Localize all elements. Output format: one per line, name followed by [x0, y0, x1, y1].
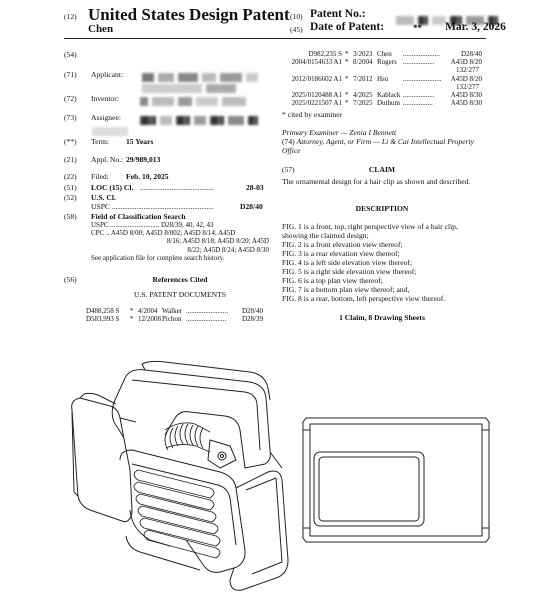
- reference-row: [282, 58, 482, 66]
- ref-date: 8/2004: [353, 58, 373, 67]
- ref-date: 4/2025: [353, 91, 373, 100]
- ref-date: 7/2025: [353, 99, 373, 108]
- code-58: (58): [64, 212, 77, 221]
- assignee-label: Assignee:: [91, 113, 121, 122]
- loc-value: 28-03: [246, 183, 264, 192]
- ref-num: 2025/0221507 A1: [291, 99, 342, 108]
- fig-desc: FIG. 4 is a left side elevation view thereof;: [282, 258, 413, 267]
- assignee-redacted: [140, 111, 258, 129]
- ref-date: 3/2023: [353, 50, 373, 58]
- ref-name: Duthum: [377, 99, 400, 108]
- ref-dots: ..................: [403, 91, 435, 100]
- ref-star: *: [130, 315, 134, 324]
- ref-name: Hsu: [377, 74, 389, 83]
- code-56: (56): [64, 275, 77, 284]
- ref-date: 7/2012: [353, 74, 373, 83]
- ref-num: 2025/0120488 A1: [291, 91, 342, 100]
- attorney: Attorney, Agent, or Firm — Li & Cai Intellectual Property Office: [282, 137, 474, 155]
- ref-dots: .......................: [186, 315, 227, 324]
- ref-dots: ......................: [403, 74, 442, 83]
- ref-class: A45D 8/20: [450, 58, 482, 67]
- inventor-redacted: [140, 92, 246, 110]
- references-heading: References Cited: [152, 275, 208, 284]
- ref-star: *: [345, 91, 349, 100]
- ref-date: 4/2004: [138, 307, 158, 315]
- code-74: (74): [282, 137, 295, 146]
- description-heading: DESCRIPTION: [355, 204, 409, 213]
- ref-class: D28/40: [461, 50, 482, 58]
- ref-star: *: [130, 307, 134, 315]
- appl-value: 29/989,013: [126, 155, 161, 164]
- field-line: USPC ............................ D28/39, 40, 42, 43: [91, 221, 214, 229]
- claim-text: The ornamental design for a hair clip as shown and described.: [282, 177, 471, 186]
- reference-row: [86, 315, 270, 323]
- code-51: (51): [64, 183, 77, 192]
- ref-num: D982,235 S: [308, 50, 342, 58]
- fig-desc: FIG. 1 is a front, top, right perspective view of a hair clip, showing the claimed design;: [282, 222, 458, 240]
- hair-clip-end-view-drawing: [296, 410, 496, 550]
- ref-num: 2004/0154633 A1: [291, 58, 342, 67]
- uspc-dots: ..........................................................: [112, 203, 214, 211]
- uscl-label: U.S. Cl.: [91, 193, 116, 202]
- code-72: (72): [64, 94, 77, 103]
- ref-dots: ..................: [403, 58, 435, 67]
- ref-class: D28/39: [242, 315, 263, 324]
- loc-label: LOC (15) Cl.: [91, 183, 134, 192]
- figure-descriptions: [282, 222, 482, 303]
- hair-clip-perspective-drawing: [70, 360, 295, 595]
- fig-desc: FIG. 2 is a front elevation view thereof;: [282, 240, 403, 249]
- fig-desc: FIG. 8 is a rear, bottom, left perspective view thereof.: [282, 294, 446, 303]
- filed-label: Filed:: [91, 172, 109, 181]
- code-22: (22): [64, 172, 77, 181]
- term-label: Term:: [91, 137, 110, 146]
- ref-subclass: 132/277: [456, 82, 479, 91]
- applicant-label: Applicant:: [91, 70, 124, 79]
- ref-dots: .................: [403, 99, 433, 108]
- fig-desc: FIG. 5 is a right side elevation view thereof;: [282, 267, 417, 276]
- ref-class: A45D 8/20: [450, 74, 482, 83]
- ref-date: 12/2008: [138, 315, 161, 324]
- uspc-label: USPC: [91, 202, 110, 211]
- code-12: (12): [64, 12, 77, 21]
- claims-count: 1 Claim, 8 Drawing Sheets: [339, 313, 425, 322]
- ref-name: Rogers: [377, 58, 397, 67]
- us-patent-docs-heading: U.S. PATENT DOCUMENTS: [134, 290, 226, 299]
- appl-label: Appl. No.:: [91, 155, 124, 164]
- patent-no-label: Patent No.:: [310, 8, 366, 20]
- right-references-list: [282, 50, 482, 107]
- ref-num: 2012/0186602 A1: [291, 74, 342, 83]
- term-value: 15 Years: [126, 137, 154, 146]
- ref-num: D583,993 S: [86, 315, 120, 324]
- code-45: (45): [290, 25, 303, 34]
- ref-name: Walker: [162, 307, 183, 315]
- ref-num: D488,258 S: [86, 307, 120, 315]
- code-10: (10): [290, 12, 303, 21]
- reference-row: [282, 75, 482, 83]
- fig-desc: FIG. 7 is a bottom plan view thereof; and,: [282, 285, 410, 294]
- field-search-lines: [91, 221, 269, 262]
- field-search-label: Field of Classification Search: [91, 212, 186, 221]
- inventor-surname: Chen: [88, 23, 114, 35]
- left-references-list: [86, 307, 270, 323]
- field-line: 8/16; A45D 8/18; A45D 8/20; A45D: [166, 237, 269, 246]
- ref-name: Chen: [377, 50, 392, 58]
- claim-heading: CLAIM: [368, 165, 396, 174]
- code-57: (57): [282, 165, 295, 174]
- inventor-label: Inventor:: [91, 94, 119, 103]
- ref-name: Kablack: [377, 91, 401, 100]
- attorney-block: [282, 137, 482, 155]
- ref-star: *: [345, 58, 349, 67]
- reference-row: [282, 99, 482, 107]
- ref-dots: .....................: [403, 50, 440, 58]
- patent-type-title: United States Design Patent: [88, 5, 290, 24]
- ref-star: *: [345, 99, 349, 108]
- date-label: Date of Patent:: [310, 21, 385, 33]
- field-line: See application file for complete search history.: [91, 253, 225, 262]
- code-21: (21): [64, 155, 77, 164]
- field-line: CPC .. A45D 8/00; A45D 8/002; A45D 8/14; A45D: [91, 229, 236, 238]
- reference-row: [86, 307, 270, 315]
- reference-row: [282, 91, 482, 99]
- ref-subclass: 132/277: [456, 66, 479, 75]
- fig-desc: FIG. 3 is a rear elevation view thereof;: [282, 249, 400, 258]
- ref-star: *: [345, 50, 349, 58]
- ref-class: A45D 8/30: [450, 99, 482, 108]
- code-term: (**): [64, 137, 77, 146]
- term-stars: **: [413, 23, 422, 33]
- ref-class: A45D 8/30: [450, 91, 482, 100]
- cited-by-examiner-note: * cited by examiner: [282, 110, 343, 119]
- header-rule: [64, 38, 486, 39]
- uspc-value: D28/40: [240, 202, 263, 211]
- code-71: (71): [64, 70, 77, 79]
- ref-name: Pichon: [162, 315, 182, 324]
- field-line: 8/22; A45D 8/24; A45D 8/30: [187, 245, 269, 254]
- ref-dots: ........................: [186, 307, 228, 315]
- code-54: (54): [64, 50, 77, 59]
- ref-star: *: [345, 74, 349, 83]
- code-73: (73): [64, 113, 77, 122]
- primary-examiner: Primary Examiner — Zenia I Bennett: [282, 128, 397, 137]
- filed-value: Feb. 10, 2025: [126, 172, 169, 181]
- patent-date: Mar. 3, 2026: [445, 21, 506, 33]
- loc-dots: ..........................................: [140, 184, 214, 192]
- code-52: (52): [64, 193, 77, 202]
- reference-row: [282, 50, 482, 58]
- fig-desc: FIG. 6 is a top plan view thereof;: [282, 276, 383, 285]
- ref-class: D28/40: [242, 307, 263, 315]
